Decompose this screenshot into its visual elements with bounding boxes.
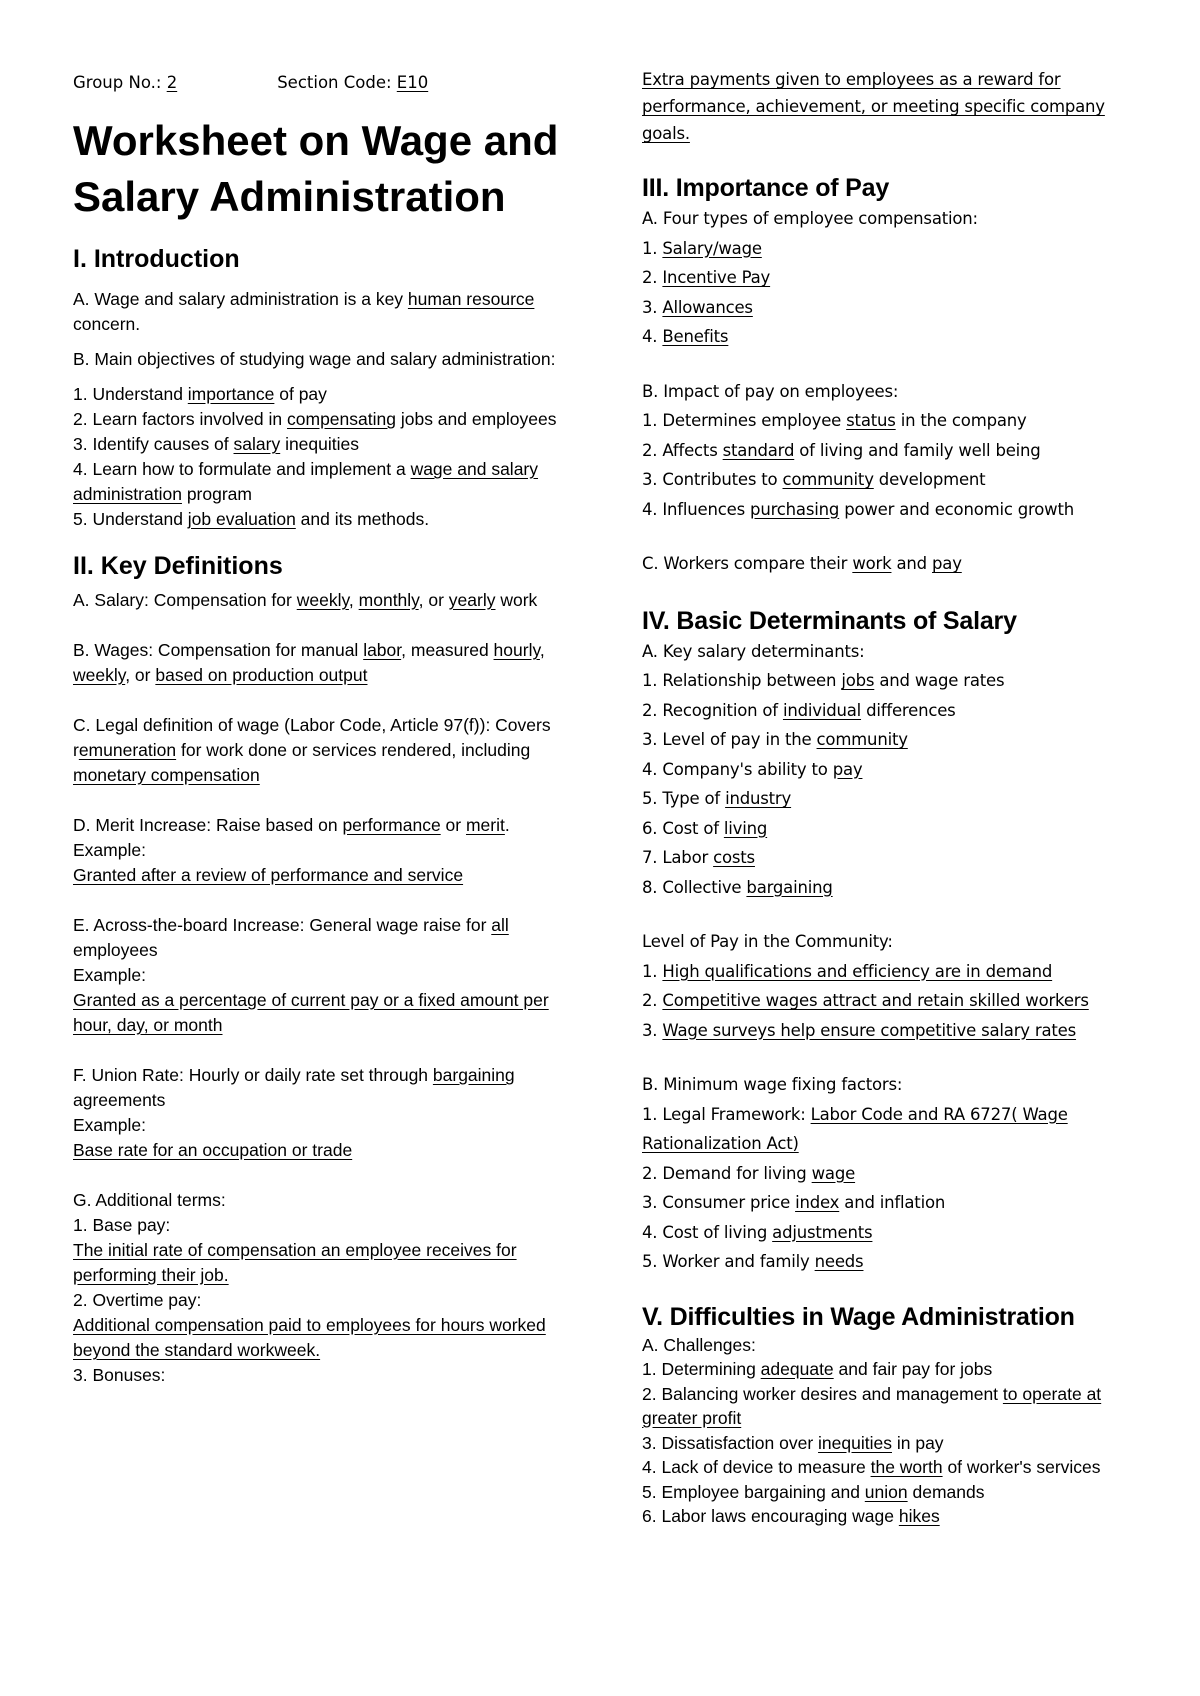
def-additional-terms: G. Additional terms: (73, 1190, 226, 1210)
list-item: 1. Salary/wage (642, 238, 762, 258)
def-merit-increase: D. Merit Increase: Raise based on performance or merit. (73, 815, 510, 835)
list-item: 4. Company's ability to pay (642, 759, 863, 779)
list-item: 3. Identify causes of salary inequities (73, 434, 360, 454)
term-overtime-pay: 2. Overtime pay: (73, 1290, 202, 1310)
list-item: 1. Legal Framework: Labor Code and RA 6727( Wage Rationalization Act) (642, 1104, 1068, 1153)
list-item: 2. Affects standard of living and family well being (642, 440, 1041, 460)
list-item: 4. Cost of living adjustments (642, 1222, 873, 1242)
pay-impact-list (642, 406, 1142, 524)
list-item: 4. Benefits (642, 327, 729, 346)
level-of-pay-heading: Level of Pay in the Community: (642, 932, 893, 951)
list-item: 5. Worker and family needs (642, 1252, 864, 1271)
group-value: 2 (166, 73, 178, 92)
example-label: Example: (73, 1115, 146, 1135)
list-item: 4. Learn how to formulate and implement a wage and salary administration program (73, 459, 539, 504)
list-item: 4. Influences purchasing power and economic growth (642, 499, 1074, 519)
example-label: Example: (73, 965, 146, 985)
list-item: 3. Contributes to community development (642, 470, 986, 489)
determinants-b: B. Minimum wage fixing factors: (642, 1075, 903, 1094)
list-item: 5. Type of industry (642, 789, 792, 808)
list-item: 2. Incentive Pay (642, 268, 771, 287)
section-heading-introduction: I. Introduction (73, 245, 240, 273)
list-item: 3. Wage surveys help ensure competitive salary rates (642, 1020, 1077, 1040)
list-item: 6. Labor laws encouraging wage hikes (642, 1506, 940, 1526)
list-item: 6. Cost of living (642, 818, 768, 838)
minimum-wage-factors-list (642, 1100, 1142, 1277)
base-pay-definition: The initial rate of compensation an employee receives for performing their job. (73, 1240, 517, 1285)
list-item: 1. High qualifications and efficiency are in demand (642, 961, 1053, 981)
example-label: Example: (73, 840, 146, 860)
salary-determinants-list (642, 666, 1142, 902)
list-item: 3. Dissatisfaction over inequities in pay (642, 1432, 944, 1453)
section-heading-key-definitions: II. Key Definitions (73, 552, 283, 580)
term-base-pay: 1. Base pay: (73, 1215, 171, 1235)
difficulties-list (642, 1333, 1142, 1529)
def-across-the-board: E. Across-the-board Increase: General wage raise for all employees (73, 915, 509, 960)
pay-b: B. Impact of pay on employees: (642, 381, 899, 401)
overtime-pay-definition: Additional compensation paid to employees for hours worked beyond the standard workweek. (73, 1315, 546, 1360)
list-item: 4. Lack of device to measure the worth of worker's services (642, 1457, 1101, 1477)
list-item: 2. Competitive wages attract and retain skilled workers (642, 991, 1089, 1010)
def-salary: A. Salary: Compensation for weekly, monthly, or yearly work (73, 590, 538, 610)
worksheet-header (73, 70, 588, 95)
section-heading-importance-of-pay: III. Importance of Pay (642, 174, 890, 202)
across-the-board-example: Granted as a percentage of current pay or a fixed amount per hour, day, or month (73, 990, 549, 1035)
list-item: 1. Relationship between jobs and wage rates (642, 671, 1005, 690)
list-item: 5. Understand job evaluation and its methods. (73, 509, 430, 529)
pay-a: A. Four types of employee compensation: (642, 209, 978, 228)
list-item: 2. Learn factors involved in compensating jobs and employees (73, 409, 557, 429)
list-item: 1. Determining adequate and fair pay for jobs (642, 1359, 993, 1379)
list-item: 1. Determines employee status in the company (642, 411, 1027, 430)
term-bonuses: 3. Bonuses: (73, 1365, 166, 1385)
intro-objectives-list (73, 382, 588, 532)
list-item: 7. Labor costs (642, 848, 755, 867)
intro-a: A. Wage and salary administration is a key human resource concern. (73, 289, 535, 334)
union-rate-example: Base rate for an occupation or trade (73, 1140, 353, 1160)
page-title: Worksheet on Wage and Salary Administration (73, 117, 559, 220)
level-of-pay-list (642, 957, 1142, 1046)
def-wages: B. Wages: Compensation for manual labor, measured hourly, weekly, or based on production output (73, 640, 545, 685)
def-union-rate: F. Union Rate: Hourly or daily rate set through bargaining agreements (73, 1065, 515, 1110)
list-item: 2. Recognition of individual differences (642, 700, 956, 720)
merit-example: Granted after a review of performance and service (73, 865, 464, 885)
group-label: Group No.: (73, 73, 167, 92)
right-column (642, 66, 1142, 1529)
list-item: 3. Level of pay in the community (642, 730, 908, 749)
section-label: Section Code: (277, 73, 397, 92)
list-item: 5. Employee bargaining and union demands (642, 1481, 985, 1502)
left-column (73, 70, 588, 1388)
determinants-a: A. Key salary determinants: (642, 641, 865, 661)
section-heading-basic-determinants: IV. Basic Determinants of Salary (642, 606, 1017, 635)
section-heading-difficulties: V. Difficulties in Wage Administration (642, 1302, 1075, 1331)
list-item: 1. Understand importance of pay (73, 384, 327, 404)
list-item: 2. Demand for living wage (642, 1163, 856, 1183)
bonuses-definition: Extra payments given to employees as a reward for performance, achievement, or meeting specific company goals. (642, 70, 1105, 143)
intro-b: B. Main objectives of studying wage and salary administration: (73, 349, 556, 369)
section-value: E10 (396, 73, 429, 92)
list-item: 3. Consumer price index and inflation (642, 1193, 946, 1212)
list-item: 2. Balancing worker desires and management to operate at greater profit (642, 1383, 1102, 1428)
list-item: 8. Collective bargaining (642, 877, 833, 897)
difficulties-a: A. Challenges: (642, 1334, 756, 1355)
def-legal-wage: C. Legal definition of wage (Labor Code, Article 97(f)): Covers remuneration for work done or services rendered, including monetary compensation (73, 715, 551, 785)
compensation-types-list (642, 234, 1142, 352)
list-item: 3. Allowances (642, 297, 753, 317)
pay-c: C. Workers compare their work and pay (642, 554, 962, 573)
